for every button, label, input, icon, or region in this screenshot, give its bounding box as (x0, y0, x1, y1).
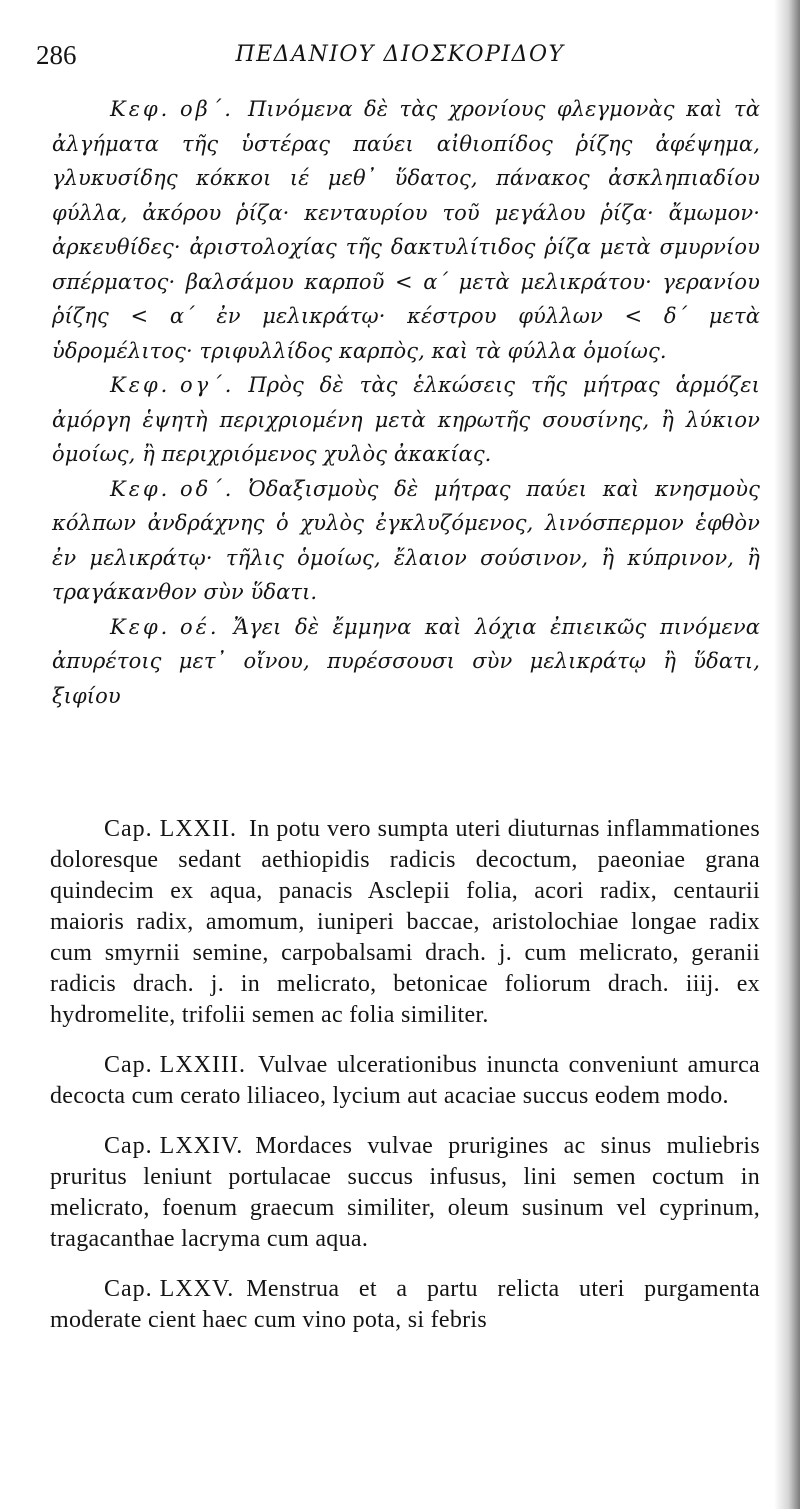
paragraph-text: Ἄγει δὲ ἔμμηνα καὶ λόχια ἐπιεικῶς πινόμενα ἀπυρέτοις μετ᾽ οἴνου, πυρέσσουσι σὺν μελικράτῳ ἢ ὕδατι, ξιφίου (52, 614, 760, 708)
paragraph-text: In potu vero sumpta uteri diuturnas inflammationes doloresque sedant aethiopidis radicis decoctum, paeoniae grana quindecim ex aqua, panacis Asclepii folia, acori radix, centaurii maioris radix, amomum, iuniperi baccae, aristolochiae longae radix cum smyrnii semine, carpobalsami drach. j. cum melicrato, geranii radicis drach. j. in melicrato, betonicae foliorum drach. iiij. ex hydromelite, trifolii semen ac folia similiter. (50, 816, 760, 1028)
paragraph-text: Πινόμενα δὲ τὰς χρονίους φλεγμονὰς καὶ τὰ ἀλγήματα τῆς ὑστέρας παύει αἰθιοπίδος ῥίζης ἀφέψημα, γλυκυσίδης κόκκοι ιέ μεθ᾽ ὕδατος, πάνακος ἀσκληπιαδίου φύλλα, ἀκόρου ῥίζα· κενταυρίου τοῦ μεγάλου ῥίζα· ἄμωμον· ἀρκευθίδες· ἀριστολοχίας τῆς δακτυλίτιδος ῥίζα μετὰ σμυρνίου σπέρματος· βαλσάμου καρποῦ < α΄ μετὰ μελικράτου· γερανίου ῥίζης < α΄ ἐν μελικράτῳ· κέστρου φύλλων < δ΄ μετὰ ὑδρομέλιτος· τριφυλλίδος καρπὸς, καὶ τὰ φύλλα ὁμοίως. (52, 97, 760, 363)
greek-paragraph-72 (52, 92, 760, 368)
paragraph-text: Vulvae ulcerationibus inuncta conveniunt amurca decocta cum cerato liliaceo, lycium aut acaciae succus eodem modo. (50, 1052, 760, 1109)
paragraph-text: Ὀδαξισμοὺς δὲ μήτρας παύει καὶ κνησμοὺς κόλπων ἀνδράχνης ὁ χυλὸς ἐγκλυζόμενος, λινόσπερμον ἑφθὸν ἐν μελικράτῳ· τῆλις ὁμοίως, ἔλαιον σούσινον, ἢ κύπρινον, ἢ τραγάκανθον σὺν ὕδατι. (52, 476, 760, 604)
page-header (30, 40, 770, 80)
chapter-label: Cap. LXXII. (104, 816, 237, 842)
greek-paragraph-75 (52, 610, 760, 714)
paragraph-text: Πρὸς δὲ τὰς ἑλκώσεις τῆς μήτρας ἁρμόζει ἀμόργη ἑψητὴ περιχριομένη μετὰ κηρωτῆς σουσίνης, ἢ λύκιον ὁμοίως, ἢ περιχριόμενος χυλὸς ἀκακίας. (52, 373, 760, 466)
greek-paragraph-73 (52, 368, 760, 472)
latin-paragraph-74 (50, 1131, 760, 1255)
chapter-label: Κεφ. οδ΄. (110, 476, 235, 501)
page-number: 286 (36, 40, 77, 70)
running-head: ΠΕΔΑΝΙΟΥ ΔΙΟΣΚΟΡΙΔΟΥ (235, 42, 565, 67)
latin-text-block (50, 814, 760, 1336)
chapter-label: Κεφ. οέ. (110, 614, 220, 639)
chapter-label: Κεφ. ογ΄. (110, 373, 235, 397)
latin-paragraph-72 (50, 814, 760, 1031)
latin-paragraph-75 (50, 1274, 760, 1336)
chapter-label: Κεφ. οβ΄. (110, 97, 234, 121)
chapter-label: Cap. LXXV. (104, 1276, 235, 1302)
page-edge-shadow (774, 0, 800, 1509)
chapter-label: Cap. LXXIII. (104, 1052, 246, 1078)
chapter-label: Cap. LXXIV. (104, 1133, 244, 1159)
greek-text-block (52, 92, 760, 713)
greek-paragraph-74 (52, 472, 760, 610)
latin-paragraph-73 (50, 1050, 760, 1112)
paragraph-text: Mordaces vulvae prurigines ac sinus muliebris pruritus leniunt portulacae succus infusus, lini semen coctum in melicrato, foenum graecum similiter, oleum susinum vel cyprinum, tragacanthae lacryma cum aqua. (50, 1133, 760, 1252)
paragraph-text: Menstrua et a partu relicta uteri purgamenta moderate cient haec cum vino pota, si febris (50, 1276, 760, 1333)
